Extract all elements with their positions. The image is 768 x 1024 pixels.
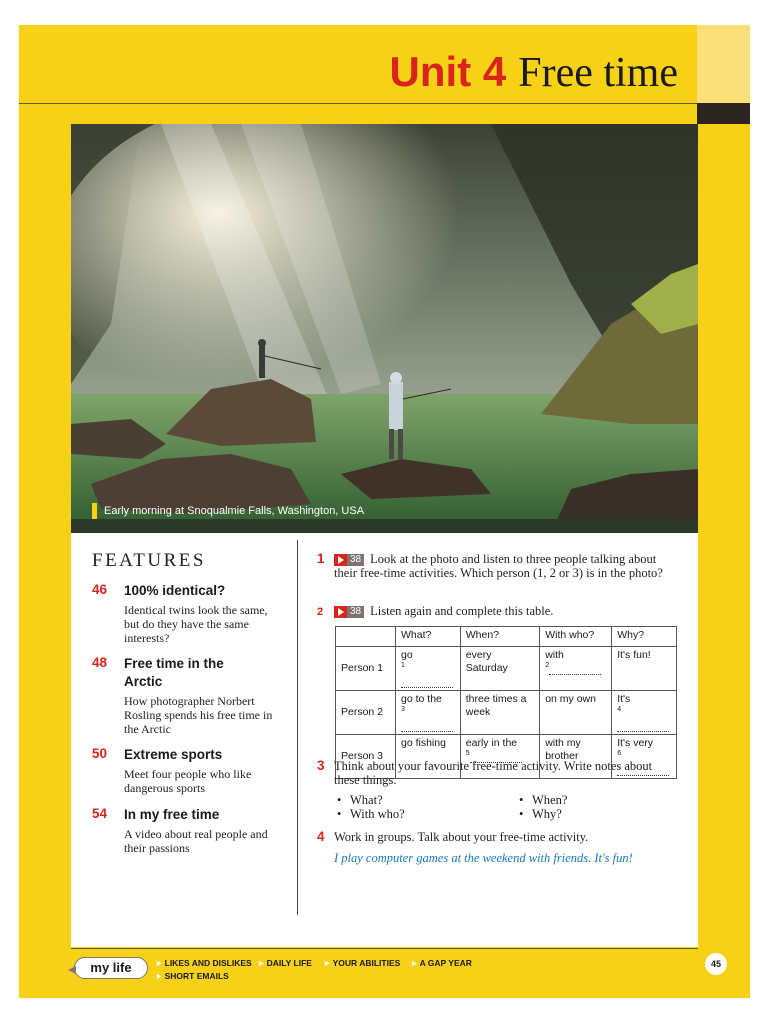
topic-link[interactable]: ▶ DAILY LIFE	[259, 956, 312, 971]
feature-page-number: 46	[92, 582, 108, 597]
exercise-4	[317, 830, 677, 844]
list-item: • With who?	[337, 807, 405, 821]
audio-track-button[interactable]	[334, 606, 364, 618]
table-cell: go to the 3	[396, 691, 461, 735]
feature-item[interactable]	[92, 806, 292, 855]
feature-page-number: 54	[92, 806, 108, 821]
feature-title: Free time in the Arctic	[124, 656, 224, 689]
feature-title: In my free time	[124, 807, 220, 822]
feature-title: 100% identical?	[124, 583, 226, 598]
feature-description: Identical twins look the same, but do they have the same interests?	[124, 603, 268, 645]
gap-number: 2	[545, 662, 550, 669]
table-cell: with 2	[540, 647, 612, 691]
exercise-instruction: Listen again and complete this table.	[370, 604, 554, 618]
page-title	[390, 48, 678, 97]
gap-number: 6	[617, 750, 622, 757]
feature-page-number: 48	[92, 655, 108, 670]
row-label: Person 2	[336, 691, 396, 735]
column-divider	[297, 540, 298, 915]
table-cell: three times a week	[460, 691, 539, 735]
play-icon	[334, 606, 347, 618]
feature-item[interactable]	[92, 582, 292, 645]
exercise-number: 3	[317, 758, 325, 773]
table-header-row	[336, 627, 677, 647]
table-cell: go 1	[396, 647, 461, 691]
track-number: 38	[347, 606, 364, 618]
feature-page-number: 50	[92, 746, 108, 761]
photo-caption: Early morning at Snoqualmie Falls, Washington, USA	[92, 503, 364, 519]
gap-number: 5	[465, 750, 470, 757]
row-label: Person 3	[336, 735, 396, 779]
table-cell: It's very 6	[612, 735, 677, 779]
table-cell: with my brother	[540, 735, 612, 779]
table-cell: on my own	[540, 691, 612, 735]
table-header-cell: Why?	[612, 627, 677, 647]
list-item: • When?	[519, 793, 567, 807]
feature-item[interactable]	[92, 655, 292, 736]
feature-title: Extreme sports	[124, 747, 223, 762]
features-heading: FEATURES	[92, 550, 206, 571]
answer-gap[interactable]	[617, 724, 669, 732]
header-rule	[19, 103, 697, 104]
table-cell: every Saturday	[460, 647, 539, 691]
feature-item[interactable]	[92, 746, 292, 795]
my-life-badge: my life	[74, 957, 148, 979]
gap-number: 3	[401, 706, 405, 713]
row-label: Person 1	[336, 647, 396, 691]
exercise-instruction: Work in groups. Talk about your free-time activity.	[334, 830, 589, 844]
exercise-instruction: Look at the photo and listen to three people talking about their free-time activities. Which person (1, 2 or 3) is in the photo?	[334, 552, 663, 581]
track-number: 38	[347, 554, 364, 566]
footer-rule	[71, 948, 698, 949]
answer-gap[interactable]	[549, 667, 601, 675]
table-row	[336, 647, 677, 691]
list-item: • What?	[337, 793, 383, 807]
play-icon	[334, 554, 347, 566]
gap-number: 4	[617, 706, 622, 713]
table-cell: It's 4	[612, 691, 677, 735]
exercise-number: 2	[317, 606, 324, 618]
unit-title: Free time	[518, 50, 678, 96]
exercise-number: 1	[317, 551, 325, 566]
topic-link[interactable]: ▶ YOUR ABILITIES	[325, 956, 400, 971]
table-cell: go fishing	[396, 735, 461, 779]
feature-description: Meet four people who like dangerous sports	[124, 767, 252, 795]
answer-gap[interactable]	[401, 724, 453, 732]
topic-link[interactable]: ▶ A GAP YEAR	[412, 956, 472, 971]
table-header-cell: What?	[396, 627, 461, 647]
unit-tab-dark	[697, 103, 750, 124]
waterfall-fishing-illustration	[71, 124, 698, 533]
audio-track-button[interactable]	[334, 554, 364, 566]
table-cell: early in the 5	[460, 735, 539, 779]
topic-link[interactable]: ▶ LIKES AND DISLIKES	[157, 956, 252, 971]
table-header-cell: With who?	[540, 627, 612, 647]
table-header-cell	[336, 627, 396, 647]
unit-label: Unit 4	[389, 48, 507, 95]
hero-photo	[71, 124, 698, 533]
gap-number: 1	[401, 662, 405, 669]
exercise-2	[317, 604, 677, 618]
unit-tab	[697, 25, 750, 103]
page-number: 45	[705, 953, 727, 975]
completion-table	[335, 626, 677, 779]
feature-description: A video about real people and their passions	[124, 827, 268, 855]
feature-description: How photographer Norbert Rosling spends his free time in the Arctic	[124, 694, 273, 736]
exercise-1	[317, 552, 677, 580]
table-header-cell: When?	[460, 627, 539, 647]
example-answer: I play computer games at the weekend with friends. It's fun!	[334, 851, 633, 865]
topic-link[interactable]: ▶ SHORT EMAILS	[157, 969, 229, 984]
exercise-number: 4	[317, 829, 325, 844]
answer-gap[interactable]	[401, 680, 453, 688]
table-row	[336, 691, 677, 735]
exercise-3	[317, 759, 677, 787]
table-cell: It's fun!	[612, 647, 677, 691]
list-item: • Why?	[519, 807, 562, 821]
exercise-instruction: Think about your favourite free-time activity. Write notes about these things.	[334, 759, 653, 787]
